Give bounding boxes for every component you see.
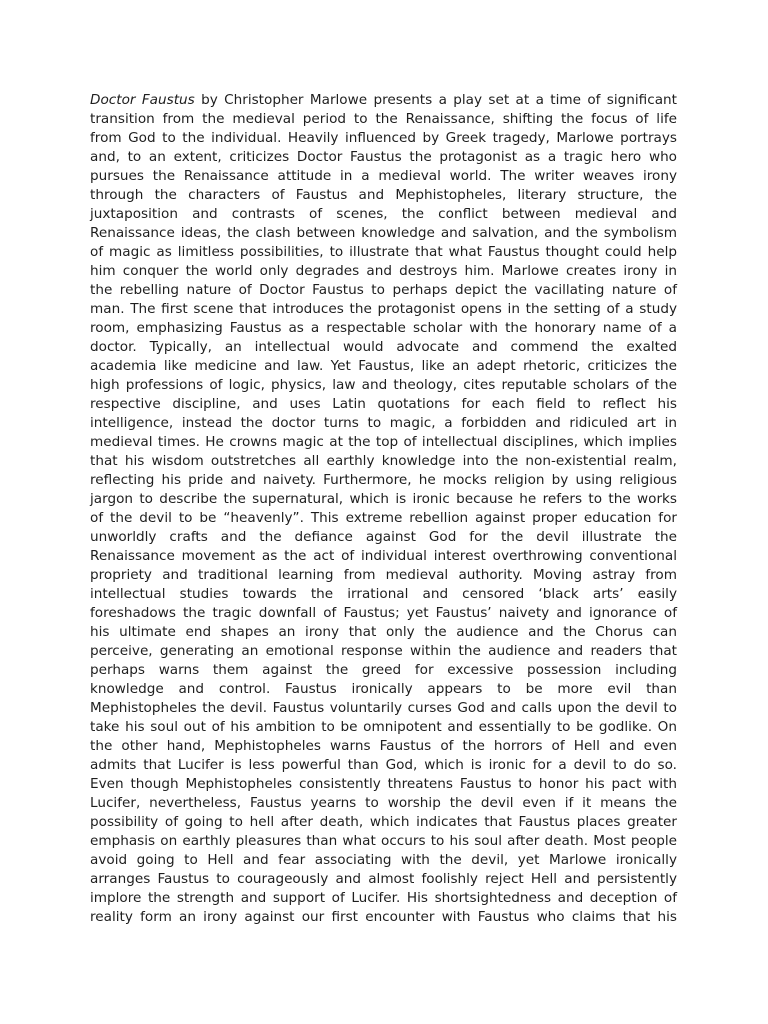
- essay-line: through the characters of Faustus and Mephistopheles, literary structure, the: [90, 187, 677, 203]
- essay-line: reflecting his pride and naivety. Furthermore, he mocks religion by using religious: [90, 472, 677, 488]
- essay-line: [90, 91, 677, 110]
- essay-line: admits that Lucifer is less powerful than God, which is ironic for a devil to do so.: [90, 757, 677, 773]
- essay-line: knowledge and control. Faustus ironically appears to be more evil than: [90, 681, 677, 697]
- essay-line: high professions of logic, physics, law and theology, cites reputable scholars of the: [90, 377, 677, 393]
- essay-line: take his soul out of his ambition to be omnipotent and essentially to be godlike. On: [90, 719, 677, 735]
- essay-line: that his wisdom outstretches all earthly knowledge into the non-existential realm,: [90, 453, 677, 469]
- essay-line: emphasis on earthly pleasures than what occurs to his soul after death. Most people: [90, 833, 677, 849]
- essay-line: unworldly crafts and the defiance against God for the devil illustrate the: [90, 529, 677, 545]
- essay-line: propriety and traditional learning from medieval authority. Moving astray from: [90, 567, 677, 583]
- essay-line: room, emphasizing Faustus as a respectable scholar with the honorary name of a: [90, 320, 677, 336]
- play-title: Doctor Faustus: [90, 92, 195, 108]
- essay-line: of the devil to be “heavenly”. This extreme rebellion against proper education for: [90, 510, 677, 526]
- essay-line: possibility of going to hell after death, which indicates that Faustus places greater: [90, 814, 677, 830]
- essay-line: jargon to describe the supernatural, which is ironic because he refers to the works: [90, 491, 677, 507]
- essay-line: the rebelling nature of Doctor Faustus to perhaps depict the vacillating nature of: [90, 282, 677, 298]
- essay-line: doctor. Typically, an intellectual would advocate and commend the exalted: [90, 339, 677, 355]
- essay-line: foreshadows the tragic downfall of Faustus; yet Faustus’ naivety and ignorance of: [90, 605, 677, 621]
- essay-body: [90, 91, 677, 927]
- essay-line: him conquer the world only degrades and destroys him. Marlowe creates irony in: [90, 263, 677, 279]
- essay-line: and, to an extent, criticizes Doctor Faustus the protagonist as a tragic hero who: [90, 149, 677, 165]
- essay-line: his ultimate end shapes an irony that only the audience and the Chorus can: [90, 624, 677, 640]
- essay-line: medieval times. He crowns magic at the top of intellectual disciplines, which implies: [90, 434, 677, 450]
- essay-line: Renaissance ideas, the clash between knowledge and salvation, and the symbolism: [90, 225, 677, 241]
- essay-line: Mephistopheles the devil. Faustus voluntarily curses God and calls upon the devil to: [90, 700, 677, 716]
- essay-line: juxtaposition and contrasts of scenes, the conflict between medieval and: [90, 206, 677, 222]
- essay-line: Lucifer, nevertheless, Faustus yearns to worship the devil even if it means the: [90, 795, 677, 811]
- essay-line: transition from the medieval period to the Renaissance, shifting the focus of life: [90, 111, 677, 127]
- essay-line-text: by Christopher Marlowe presents a play set at a time of significant: [194, 92, 677, 108]
- essay-line: reality form an irony against our first encounter with Faustus who claims that his: [90, 909, 677, 925]
- essay-line: respective discipline, and uses Latin quotations for each field to reflect his: [90, 396, 677, 412]
- essay-lines: [90, 110, 677, 927]
- essay-line: implore the strength and support of Lucifer. His shortsightedness and deception of: [90, 890, 677, 906]
- essay-line: arranges Faustus to courageously and almost foolishly reject Hell and persistently: [90, 871, 677, 887]
- essay-line: intelligence, instead the doctor turns to magic, a forbidden and ridiculed art in: [90, 415, 677, 431]
- essay-line: Even though Mephistopheles consistently threatens Faustus to honor his pact with: [90, 776, 677, 792]
- essay-line: perceive, generating an emotional response within the audience and readers that: [90, 643, 677, 659]
- essay-line: avoid going to Hell and fear associating with the devil, yet Marlowe ironically: [90, 852, 677, 868]
- essay-line: man. The first scene that introduces the protagonist opens in the setting of a study: [90, 301, 677, 317]
- essay-line: pursues the Renaissance attitude in a medieval world. The writer weaves irony: [90, 168, 677, 184]
- essay-line: academia like medicine and law. Yet Faustus, like an adept rhetoric, criticizes the: [90, 358, 677, 374]
- essay-line: Renaissance movement as the act of individual interest overthrowing conventional: [90, 548, 677, 564]
- essay-line: perhaps warns them against the greed for excessive possession including: [90, 662, 677, 678]
- essay-line: from God to the individual. Heavily influenced by Greek tragedy, Marlowe portrays: [90, 130, 677, 146]
- essay-line: the other hand, Mephistopheles warns Faustus of the horrors of Hell and even: [90, 738, 677, 754]
- essay-line: of magic as limitless possibilities, to illustrate that what Faustus thought could help: [90, 244, 677, 260]
- essay-line: intellectual studies towards the irrational and censored ‘black arts’ easily: [90, 586, 677, 602]
